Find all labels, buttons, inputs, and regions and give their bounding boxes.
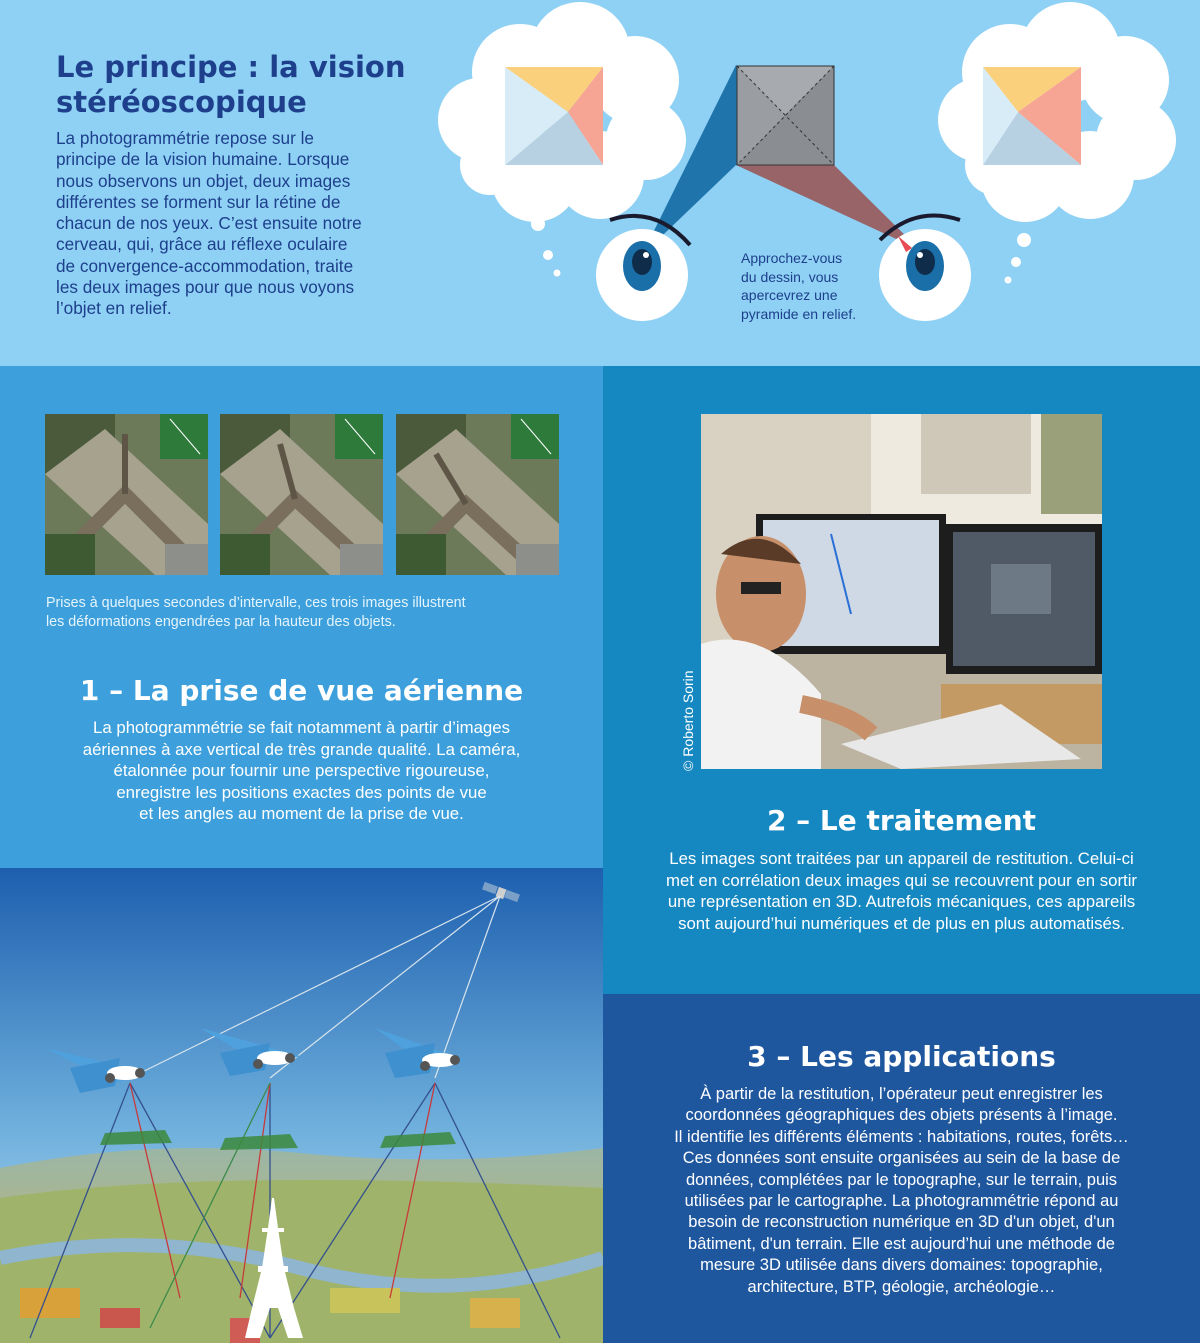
body-line: architecture, BTP, géologie, archéologie… <box>747 1277 1056 1296</box>
note-line: Approchez-vous <box>741 250 843 266</box>
right-eye <box>879 216 971 322</box>
processing-section <box>603 366 1200 994</box>
note-line: du dessin, vous <box>741 268 839 285</box>
body-line: coordonnées géographiques des objets présents à l’image. <box>685 1106 1118 1125</box>
body-line: et les angles au moment de la prise de vue. <box>139 804 464 823</box>
note-line: apercevrez une <box>741 287 838 303</box>
principle-title-line-2: stéréoscopique <box>56 85 307 119</box>
body-line: une représentation en 3D. Autrefois mécaniques, ces appareils <box>667 892 1136 911</box>
aerial-photo-section <box>0 366 603 868</box>
center-pyramid <box>737 66 834 165</box>
caption-line: Prises à quelques secondes d’intervalle, ces trois images illustrent <box>46 595 466 611</box>
aerial-section-body <box>40 717 563 825</box>
principle-section <box>0 0 1200 366</box>
body-line: mesure 3D utilisée dans divers domaines: topographie, <box>700 1256 1103 1275</box>
body-line: enregistre les positions exactes des points de vue <box>116 782 487 802</box>
processing-section-body <box>633 848 1170 934</box>
principle-body-line: La photogrammétrie repose sur le <box>56 128 314 148</box>
body-line: sont aujourd’hui numériques et de plus en plus automatisés. <box>678 913 1125 933</box>
body-line: étalonnée pour fournir une perspective rigoureuse, <box>113 761 490 780</box>
principle-body-line: cerveau, qui, grâce au réflexe oculaire <box>56 234 348 255</box>
principle-body-line: de convergence-accommodation, traite <box>56 255 354 276</box>
roberto-sorin-credit: © Roberto Sorin <box>680 670 696 771</box>
body-line: met en corrélation deux images qui se recouvrent pour en sortir <box>665 870 1138 890</box>
principle-title-line-1: Le principe : la vision <box>56 50 406 84</box>
body-line: besoin de reconstruction numérique en 3D d'un objet, d'un <box>688 1213 1115 1232</box>
aerial-photo-3 <box>396 414 559 575</box>
body-line: bâtiment, d'un terrain. Elle est aujourd’hui une méthode de <box>688 1234 1115 1253</box>
applications-section-title: 3 – Les applications <box>747 1040 1056 1073</box>
left-eye <box>596 216 690 321</box>
aerial-photo-1 <box>45 414 208 575</box>
aerial-survey-illustration <box>0 868 603 1343</box>
applications-section-body <box>629 1084 1174 1298</box>
aerial-photos-caption <box>46 594 566 631</box>
applications-section <box>603 994 1200 1343</box>
body-line: À partir de la restitution, l’opérateur peut enregistrer les <box>700 1085 1103 1103</box>
body-line: Ces données sont ensuite organisées au sein de la base de <box>682 1149 1121 1168</box>
principle-body-line: différentes se forment sur la rétine de <box>56 191 341 212</box>
operator-workstation-photo <box>701 414 1102 769</box>
body-line: Il identifie les différents éléments : habitations, routes, forêts… <box>674 1127 1129 1146</box>
principle-body-line: l’objet en relief. <box>56 298 172 319</box>
principle-body-line: principe de la vision humaine. Lorsque <box>56 149 350 170</box>
principle-body-line: chacun de nos yeux. C’est ensuite notre <box>56 213 362 234</box>
aerial-photo-2 <box>220 414 383 575</box>
principle-title <box>56 50 416 120</box>
right-pyramid-view <box>983 67 1081 165</box>
pyramid-relief-note <box>741 249 891 323</box>
principle-body-line: nous observons un objet, deux images <box>56 170 351 191</box>
body-line: La photogrammétrie se fait notamment à partir d’images <box>93 718 510 737</box>
left-pyramid-view <box>505 67 603 165</box>
body-line: Les images sont traitées par un appareil de restitution. Celui-ci <box>669 849 1134 868</box>
body-line: données, complétées par le topographe, sur le terrain, puis <box>685 1170 1118 1189</box>
body-line: aériennes à axe vertical de très grande qualité. La caméra, <box>82 739 521 759</box>
principle-body <box>56 128 396 320</box>
body-line: utilisées par le cartographe. La photogrammétrie répond au <box>684 1192 1119 1211</box>
aerial-section-title: 1 – La prise de vue aérienne <box>79 674 524 707</box>
note-line: pyramide en relief. <box>741 305 857 322</box>
processing-section-title: 2 – Le traitement <box>766 804 1037 837</box>
caption-line: les déformations engendrées par la hauteur des objets. <box>46 613 396 630</box>
principle-body-line: les deux images pour que nous voyons <box>56 277 355 298</box>
